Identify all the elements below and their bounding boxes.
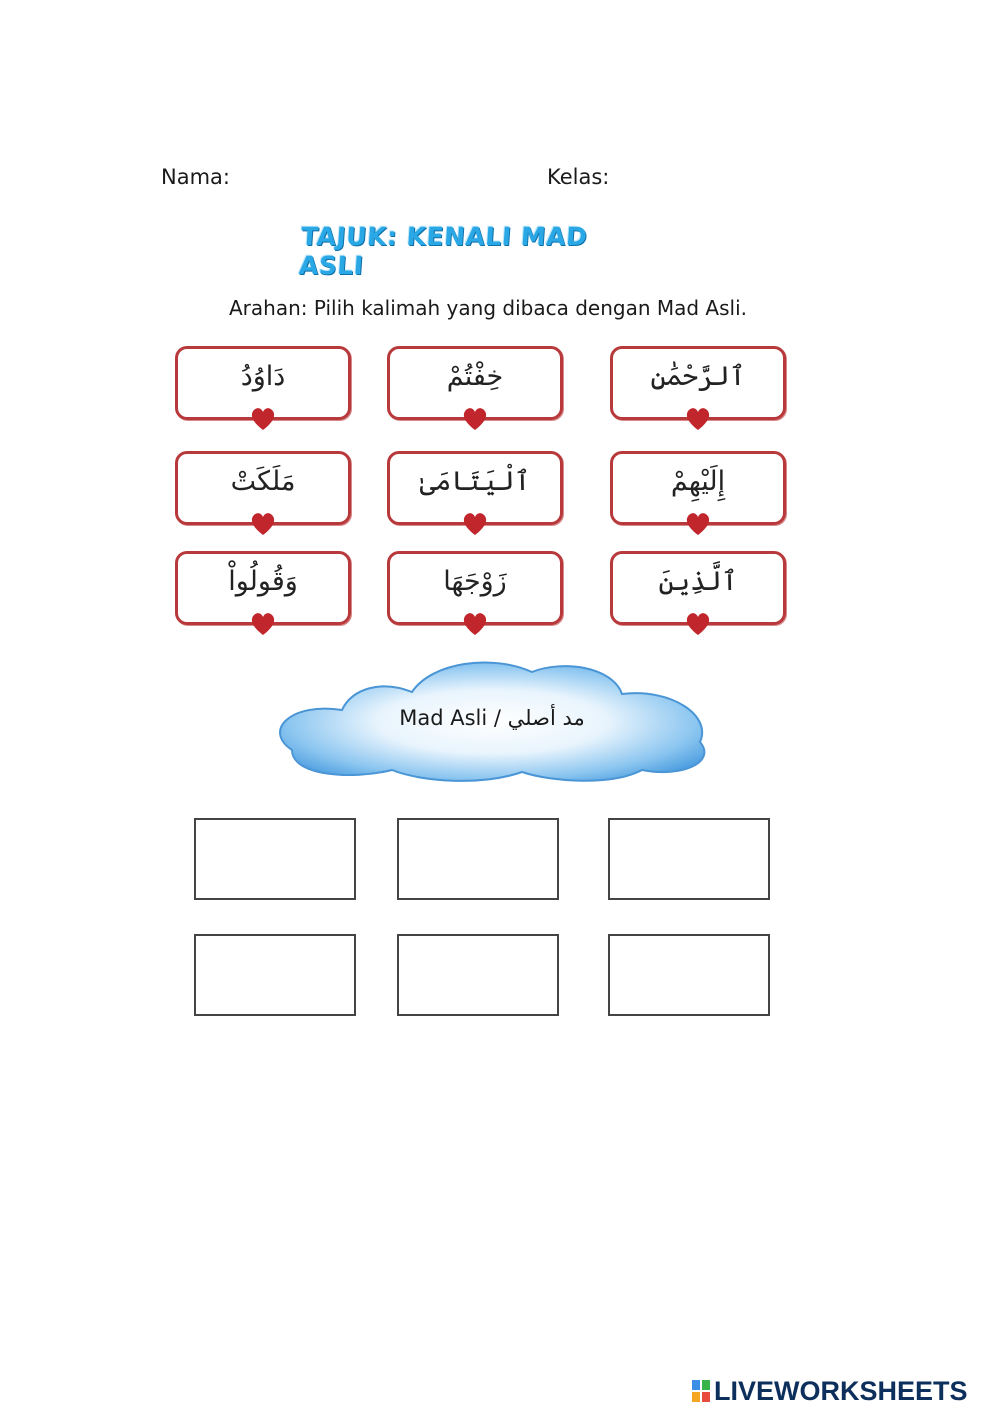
heart-icon <box>461 511 489 537</box>
word-card-4[interactable] <box>175 451 351 525</box>
answer-box-3[interactable] <box>608 818 770 900</box>
word-card-7[interactable] <box>175 551 351 625</box>
brand-name: LIVEWORKSHEETS <box>714 1376 968 1406</box>
word-card-text: ٱلْيَتَامَىٰ <box>419 466 531 497</box>
liveworksheets-logo-icon <box>692 1380 710 1402</box>
word-card-1[interactable] <box>175 346 351 420</box>
instruction-text: Arahan: Pilih kalimah yang dibaca dengan Mad Asli. <box>229 296 747 320</box>
word-card-8[interactable] <box>387 551 563 625</box>
word-card-text: دَاوُدُ <box>240 361 286 392</box>
answer-box-6[interactable] <box>608 934 770 1016</box>
word-card-text: ٱلرَّحْمَٰنِ <box>650 361 746 392</box>
word-card-text: خِفْتُمْ <box>446 361 504 392</box>
word-card-text: زَوْجَهَا <box>443 566 507 597</box>
word-card-3[interactable] <box>610 346 786 420</box>
heart-icon <box>461 611 489 637</box>
page-title: TAJUK: KENALI MAD ASLI <box>297 222 589 280</box>
answer-box-2[interactable] <box>397 818 559 900</box>
word-card-2[interactable] <box>387 346 563 420</box>
word-card-text: ٱلَّذِينَ <box>658 566 738 597</box>
heart-icon <box>249 511 277 537</box>
name-label: Nama: <box>161 165 230 189</box>
heart-icon <box>684 511 712 537</box>
cloud-label: Mad Asli / مد أصلي <box>399 706 585 730</box>
heart-icon <box>249 406 277 432</box>
class-label: Kelas: <box>547 165 610 189</box>
heart-icon <box>249 611 277 637</box>
word-card-text: وَقُولُواْ <box>228 566 298 597</box>
answer-box-1[interactable] <box>194 818 356 900</box>
word-card-text: مَلَكَتْ <box>230 466 296 497</box>
heart-icon <box>684 611 712 637</box>
answer-box-4[interactable] <box>194 934 356 1016</box>
word-card-text: إِلَيْهِمْ <box>670 466 726 497</box>
heart-icon <box>684 406 712 432</box>
word-card-9[interactable] <box>610 551 786 625</box>
answer-box-5[interactable] <box>397 934 559 1016</box>
word-card-6[interactable] <box>610 451 786 525</box>
heart-icon <box>461 406 489 432</box>
word-card-5[interactable] <box>387 451 563 525</box>
